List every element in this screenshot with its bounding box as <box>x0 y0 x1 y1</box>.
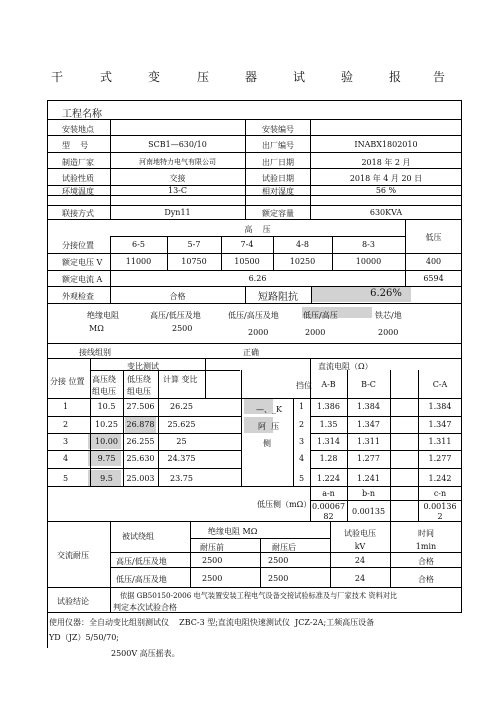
instruments-line-3: 2500V 高压摇表。 <box>111 649 180 658</box>
env-temp-label: 环境温度 <box>62 187 94 196</box>
time-unit: 1min <box>415 542 437 551</box>
dc-bc: 1.311 <box>357 437 380 446</box>
tap-cell: 7-4 <box>240 240 254 249</box>
ratio-calc: 25 <box>176 437 187 446</box>
tap-cell: 6-5 <box>132 240 145 249</box>
dc-side-text-2: 阿 压 <box>258 422 280 431</box>
ratio-tap-header: 分接 位置 <box>50 377 85 386</box>
ratio-calc: 26.25 <box>170 402 193 411</box>
dc-ab: 1.314 <box>317 437 340 446</box>
rated-v-cell: 10250 <box>289 257 316 266</box>
ratio-hv: 9.5 <box>100 474 113 483</box>
title-char: 试 <box>293 70 306 84</box>
insulation-label: 绝缘电阻 <box>87 311 119 320</box>
appearance-value: 合格 <box>169 292 186 301</box>
capacity-value: 630KVA <box>369 208 403 217</box>
impedance-value: 6.26% <box>370 288 402 299</box>
appearance-label: 外观检查 <box>62 292 94 301</box>
withstand-kv: 24 <box>354 574 366 583</box>
ratio-hv: 10.00 <box>95 437 118 446</box>
rated-v-cell: 10500 <box>234 257 260 266</box>
connection-group-value: 正确 <box>243 348 259 357</box>
dc-ca: 1.242 <box>428 474 452 483</box>
dc-side-text-1: —、_K <box>256 405 282 414</box>
factory-date-value: 2018 年 2 月 <box>361 158 411 167</box>
dc-bc: 1.384 <box>357 402 380 411</box>
test-type-value: 交接 <box>169 174 186 183</box>
rated-i-label: 额定电流 A <box>62 275 103 284</box>
rated-v-cell: 10000 <box>355 257 382 266</box>
dc-lv-col-bn: b-n <box>362 489 375 498</box>
title-char: 式 <box>100 70 113 84</box>
insulation-col-hv: 高压/低压及地 <box>150 311 201 320</box>
ratio-lv: 26.878 <box>126 420 155 429</box>
ratio-lv-header-2: 组电压 <box>127 387 151 396</box>
hv-label: 高 压 <box>244 225 271 234</box>
connection-group-label: 接线组别 <box>79 348 111 357</box>
ratio-hv-header-2: 组电压 <box>92 387 116 396</box>
dc-lv-cn-1: 0.00136 <box>423 502 457 511</box>
conclusion-label: 试验结论 <box>57 597 89 606</box>
install-no-label: 安装编号 <box>262 125 294 134</box>
dc-col-ca: C-A <box>432 380 448 389</box>
dc-lv-cn-2: 2 <box>437 512 443 521</box>
ratio-lv-header: 低压绕 <box>127 375 151 384</box>
dc-col-bc: B-C <box>361 380 376 389</box>
test-date-value: 2018 年 4 月 20 日 <box>349 174 423 183</box>
title-char: 变 <box>148 70 161 84</box>
insulation-value-lv-hv: 2000 <box>305 328 326 337</box>
ratio-calc: 25.625 <box>167 420 196 429</box>
project-label: 工程名称 <box>62 109 102 120</box>
factory-no-value: INABX1802010 <box>354 140 418 149</box>
dc-tap: 2 <box>298 420 305 429</box>
dc-title: 直流电阻（Ω） <box>318 362 373 371</box>
dc-lv-col-cn: c-n <box>433 489 447 498</box>
maker-value: 河南地特力电气有限公司 <box>139 158 216 166</box>
env-temp-value: 13-C <box>167 186 187 195</box>
ratio-lv: 25.003 <box>126 474 155 483</box>
dc-ca: 1.277 <box>428 454 452 463</box>
withstand-winding: 高压/低压及地 <box>116 557 167 566</box>
conclusion-line-1: 依据 GB50150-2006 电气装置安装工程电气设备交接试验标准及与厂家技术 资料对比 <box>120 591 398 600</box>
tap-cell: 5-7 <box>187 240 201 249</box>
title-char: 报 <box>389 70 402 84</box>
connection-value: Dyn11 <box>164 208 191 217</box>
dc-tap: 1 <box>298 402 305 411</box>
ratio-calc: 23.75 <box>170 474 193 483</box>
ratio-tap: 1 <box>63 402 69 411</box>
instruments-line-2: YD（JZ）5/50/70; <box>49 633 119 642</box>
insulation-value-core: 2000 <box>378 328 399 337</box>
insulation-value-hv: 2500 <box>172 324 193 333</box>
dc-ab: 1.386 <box>317 402 340 411</box>
withstand-kv: 24 <box>354 556 366 565</box>
title-char: 压 <box>197 70 210 84</box>
dc-bc: 1.347 <box>357 420 380 429</box>
title-char: 器 <box>245 70 258 84</box>
ratio-hv: 9.75 <box>97 454 116 463</box>
ratio-lv: 27.506 <box>126 402 155 411</box>
lv-rated-v: 400 <box>425 257 442 266</box>
dc-ca: 1.384 <box>428 402 452 411</box>
title-char: 告 <box>433 70 446 84</box>
capacity-label: 额定容量 <box>262 209 294 218</box>
withstand-before: 2500 <box>202 556 223 565</box>
title-char: 验 <box>341 70 354 84</box>
ratio-calc-header: 计算 变比 <box>163 375 198 384</box>
test-type-label: 试验性质 <box>62 174 94 183</box>
ratio-hv: 10.25 <box>95 420 118 429</box>
test-date-label: 试验日期 <box>262 174 294 183</box>
winding-header: 被试绕组 <box>122 532 154 541</box>
dc-tap: 5 <box>298 474 305 483</box>
ratio-tap: 3 <box>63 437 69 446</box>
ratio-hv: 10.5 <box>97 402 116 411</box>
dc-lv-col-an: a-n <box>322 489 335 498</box>
model-value: SCB1—630/10 <box>148 140 207 149</box>
tap-cell: 8-3 <box>362 240 375 249</box>
ratio-tap: 4 <box>63 454 69 463</box>
tap-label: 分接位置 <box>62 241 94 250</box>
dc-ca: 1.347 <box>428 420 452 429</box>
insulation-unit: MΩ <box>89 324 104 333</box>
rated-v-cell: 10750 <box>181 257 207 266</box>
tap-cell: 4-8 <box>296 240 309 249</box>
ratio-lv: 25.630 <box>126 454 155 463</box>
rated-v-label: 额定电压 V <box>62 258 103 267</box>
dc-lv-label: 低压侧（mΩ） <box>257 500 312 509</box>
lv-label: 低压 <box>425 233 442 242</box>
ratio-tap: 5 <box>63 474 69 483</box>
insulation-col-lv: 低压/高压及地 <box>228 311 279 320</box>
after-header: 耐压后 <box>272 543 296 552</box>
kv-unit: kV <box>354 542 366 551</box>
withstand-result: 合格 <box>418 557 434 566</box>
withstand-winding: 低压/高压及地 <box>116 575 167 584</box>
dc-col-ab: A-B <box>321 380 336 389</box>
withstand-after: 2500 <box>268 574 289 583</box>
dc-lv-an-1: 0.00067 <box>311 502 346 511</box>
dc-bc: 1.277 <box>357 454 380 463</box>
rated-v-cell: 11000 <box>125 257 152 266</box>
insulation-col-lv-hv: 低压/高压 <box>303 311 338 320</box>
install-site-label: 安装地点 <box>62 125 94 134</box>
before-header: 耐压前 <box>200 543 224 552</box>
withstand-before: 2500 <box>202 574 223 583</box>
time-header: 时间 <box>418 529 434 538</box>
dc-ab: 1.35 <box>319 420 338 429</box>
dc-lv-an-2: 82 <box>323 512 334 521</box>
dc-ca: 1.311 <box>428 437 452 446</box>
insulation-col-core: 铁芯/地 <box>375 311 402 320</box>
report-title <box>0 68 500 88</box>
withstand-after: 2500 <box>268 556 289 565</box>
maker-label: 制造厂家 <box>62 158 94 167</box>
ratio-lv: 26.255 <box>126 437 155 446</box>
ratio-hv-header: 高压绕 <box>92 375 116 384</box>
connection-label: 联接方式 <box>62 209 94 218</box>
ins-header: 绝缘电阻 MΩ <box>208 527 258 536</box>
dc-tap: 4 <box>298 454 305 463</box>
factory-no-label: 出厂编号 <box>262 141 294 150</box>
ratio-tap: 2 <box>63 420 69 429</box>
dc-side-text-3: 侧 <box>263 439 271 448</box>
factory-date-label: 出厂日期 <box>262 158 294 167</box>
instruments-line-1: 使用仪器：全自动变比组别测试仪 ZBC-3 型;直流电阻快速测试仪 JCZ-2A;工频高压设备 <box>49 618 375 627</box>
dc-ab: 1.28 <box>319 454 338 463</box>
kv-header: 试验电压 <box>344 529 376 538</box>
humidity-label: 相对湿度 <box>262 187 294 196</box>
model-label: 型 号 <box>62 141 89 150</box>
ratio-calc: 24.375 <box>167 454 196 463</box>
lv-rated-i: 6594 <box>423 274 444 283</box>
ratio-title: 变比测试 <box>127 362 159 371</box>
humidity-value: 56 % <box>375 186 397 195</box>
dc-bc: 1.241 <box>357 474 380 483</box>
dc-tap: 3 <box>298 437 305 446</box>
dc-ab: 1.224 <box>317 474 340 483</box>
dc-tap-header: 挡位 <box>296 381 312 390</box>
withstand-label: 交流耐压 <box>57 551 89 560</box>
withstand-result: 合格 <box>418 575 434 584</box>
title-char: 干 <box>51 70 64 84</box>
impedance-label: 短路阻抗 <box>258 292 298 303</box>
insulation-value-lv: 2000 <box>248 328 269 337</box>
hv-rated-i: 6.26 <box>248 274 267 283</box>
conclusion-line-2: 判定本次试验合格 <box>113 603 177 612</box>
dc-lv-bn: 0.00135 <box>351 507 386 516</box>
